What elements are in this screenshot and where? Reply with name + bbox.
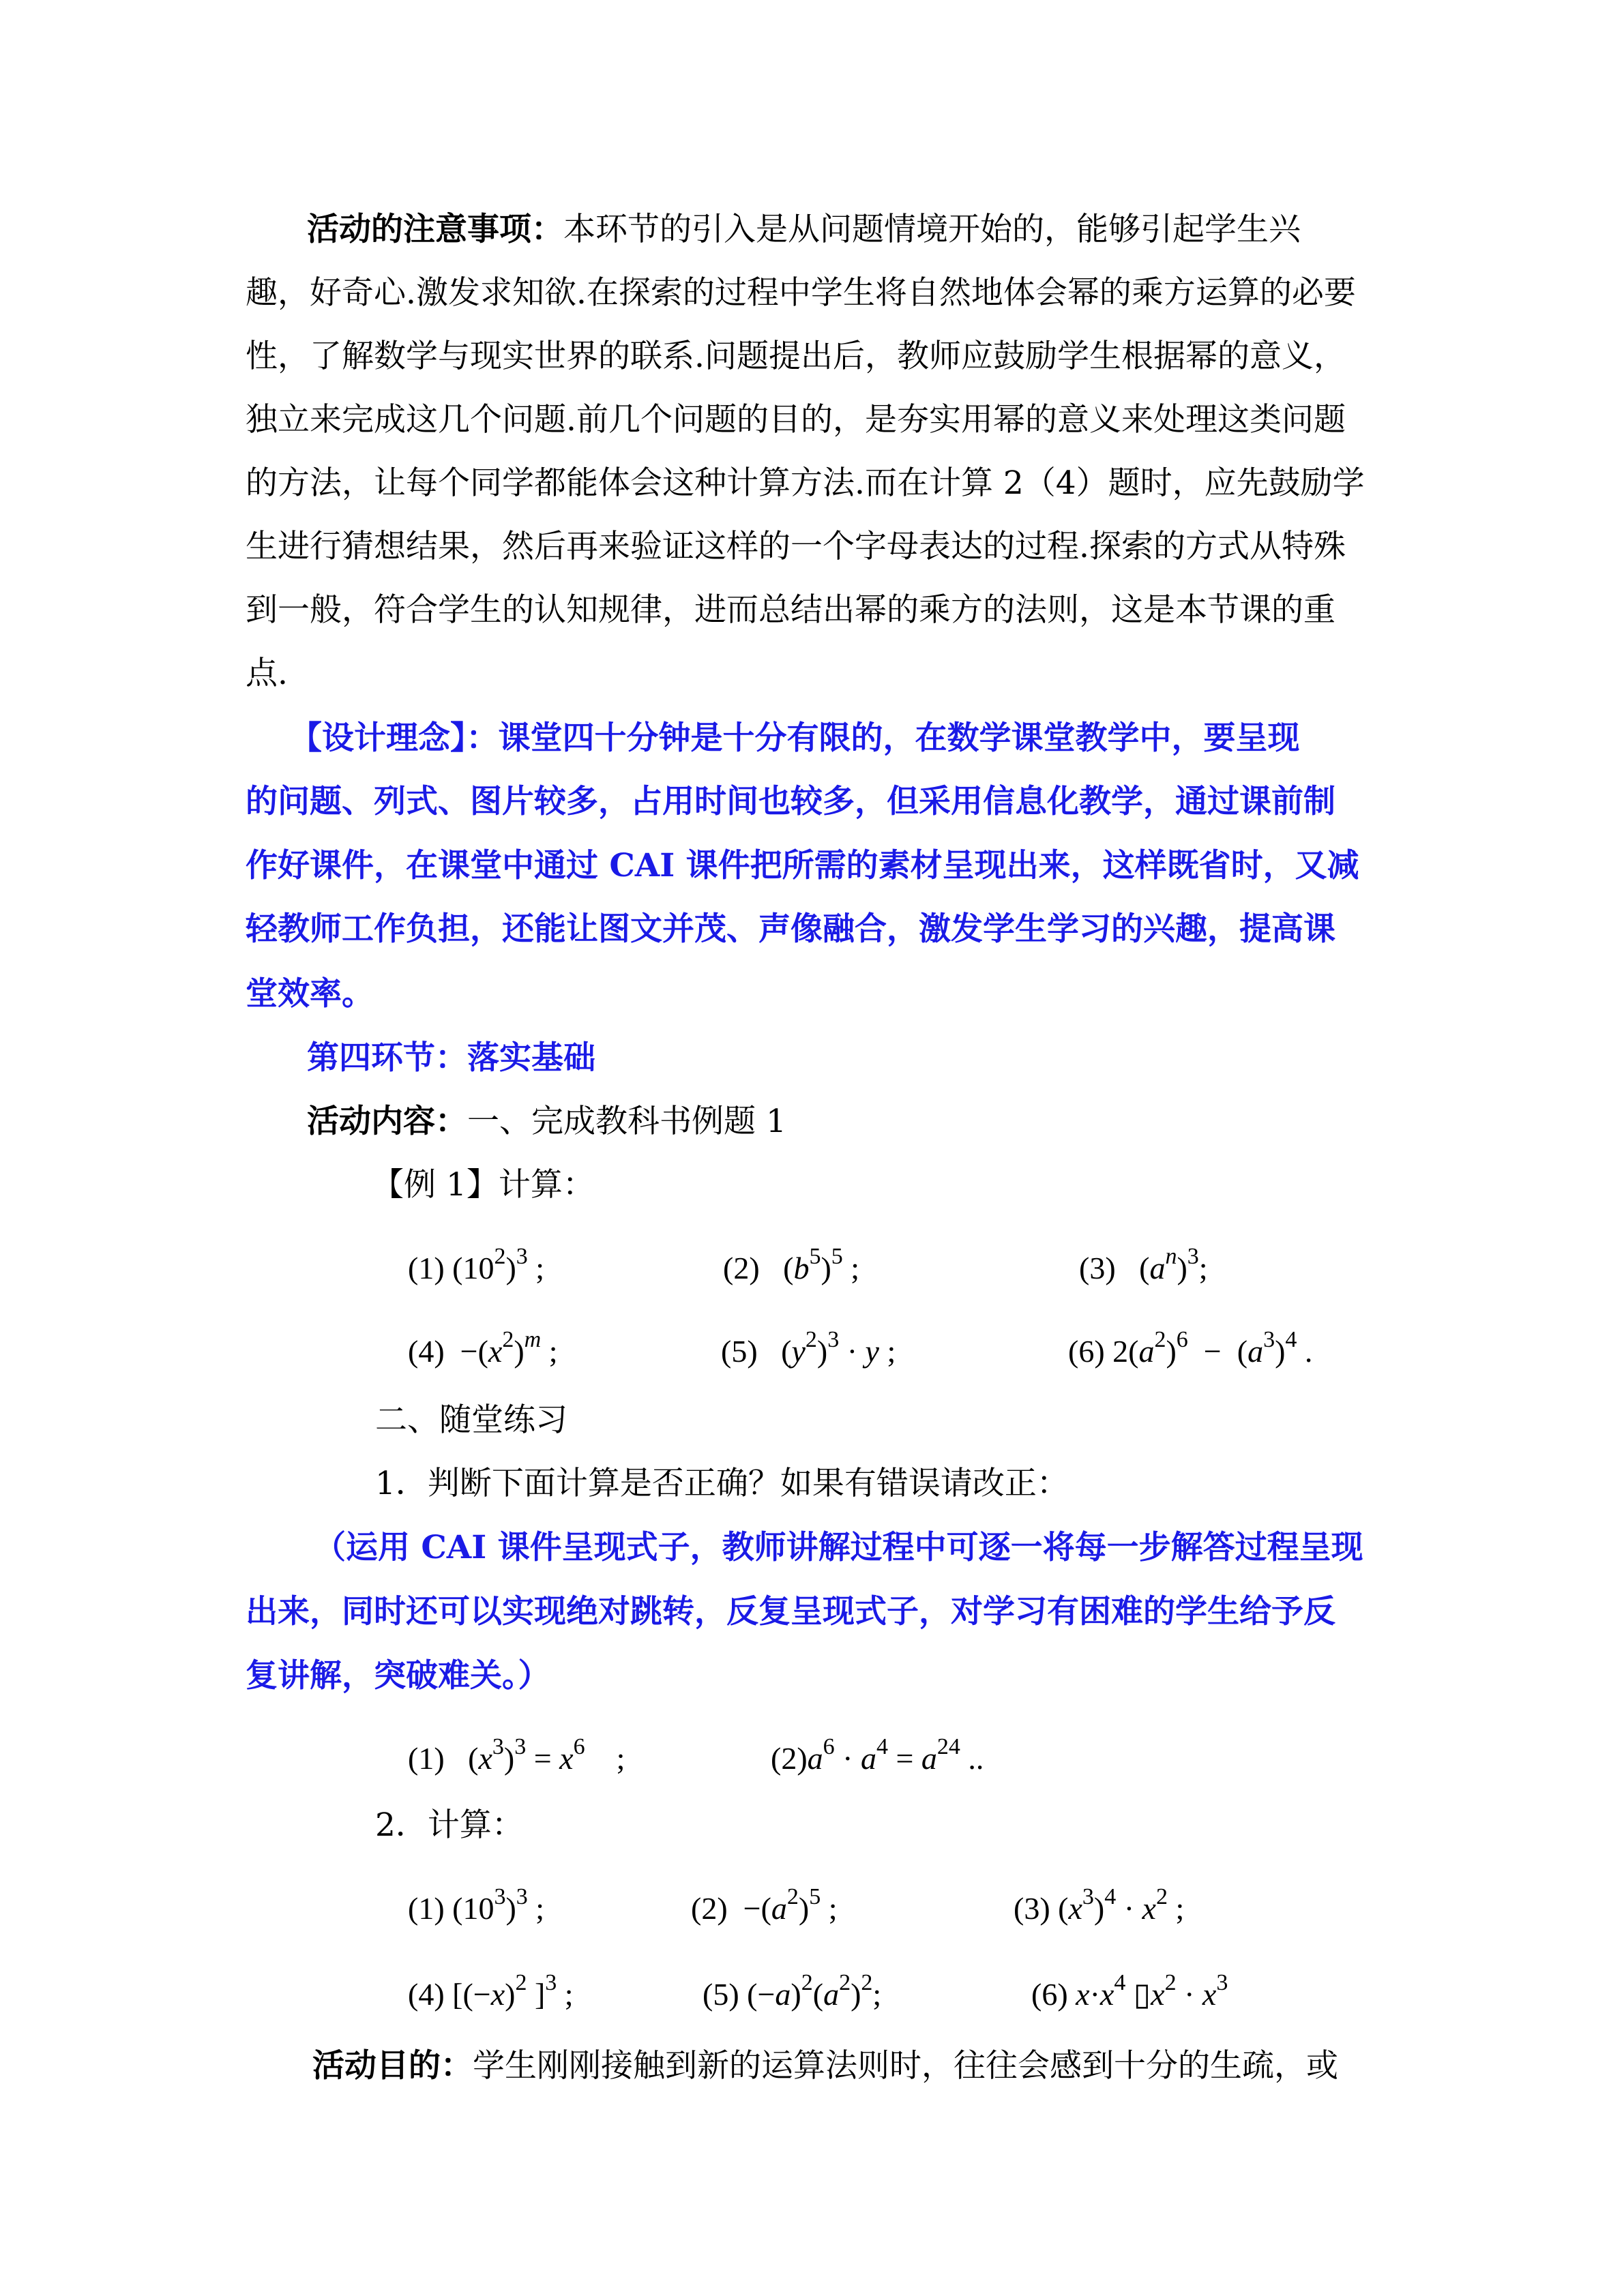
activity-text: 一、完成教科书例题 1 xyxy=(467,1103,786,1140)
example1-title: 【例 1】计算： xyxy=(372,1166,595,1204)
ex1-item-4: $(4) -(x^2)^m$ ; xyxy=(408,1326,558,1369)
para1-line-4: 独立来完成这几个问题.前几个问题的目的，是夯实用幂的意义来处理这类问题 xyxy=(246,401,1346,438)
para1-line-6: 生进行猜想结果，然后再来验证这样的一个字母表达的过程.探索的方式从特殊 xyxy=(246,528,1346,565)
ex1-item-3: (3) $(a^n)^3$; xyxy=(1079,1243,1208,1285)
design-line-2: 的问题、列式、图片较多，占用时间也较多，但采用信息化教学，通过课前制 xyxy=(246,783,1335,820)
para1-line-7: 到一般，符合学生的认知规律，进而总结出幂的乘方的法则，这是本节课的重 xyxy=(246,591,1335,629)
purpose-text: 学生刚刚接触到新的运算法则时，往往会感到十分的生疏，或 xyxy=(473,2047,1338,2085)
para1-line-1 xyxy=(307,209,1439,250)
q2-item-5: (5) $(-a)^2(a^2)^2$; xyxy=(703,1969,882,2012)
ex1-item-6: (6) $2(a^2)^6 - (a^3)^4$ . xyxy=(1068,1326,1313,1369)
q2-item-6: (6) $x\cdot x^4$ $▯x^2 \cdot x^3$ xyxy=(1031,1969,1228,2012)
practice-q1: 1．判断下面计算是否正确？如果有错误请改正： xyxy=(375,1465,1069,1502)
para1-line-5: 的方法，让每个同学都能体会这种计算方法.而在计算 2（4）题时，应先鼓励学 xyxy=(246,464,1365,502)
practice-q2: 2．计算： xyxy=(375,1806,524,1844)
practice-note-2: 出来，同时还可以实现绝对跳转，反复呈现式子，对学习有困难的学生给予反 xyxy=(246,1593,1335,1630)
para1-text: 本环节的引入是从问题情境开始的，能够引起学生兴 xyxy=(563,211,1301,248)
para1-line-2: 趣，好奇心.激发求知欲.在探索的过程中学生将自然地体会幂的乘方运算的必要 xyxy=(246,274,1356,312)
ex1-item-2: (2) $(b^5)^5$ ; xyxy=(723,1243,860,1285)
ex1-item-5: (5) $(y^2)^3 \cdot y$ ; xyxy=(721,1326,896,1369)
design-line-1: 【设计理念】：课堂四十分钟是十分有限的，在数学课堂教学中，要呈现 xyxy=(290,719,1300,757)
para1-line-8: 点. xyxy=(246,655,288,692)
activity-line xyxy=(307,1101,1439,1142)
practice-note-1: （运用 CAI 课件呈现式子，教师讲解过程中可逐一将每一步解答过程呈现 xyxy=(314,1529,1363,1566)
ex1-item-1: (1) $(10^2)^3$ ; xyxy=(408,1243,545,1285)
activity-label: 活动内容： xyxy=(307,1103,467,1140)
purpose-line xyxy=(312,2046,1445,2087)
section4-title: 第四环节：落实基础 xyxy=(307,1039,595,1077)
q1-item-2: $(2)a^6 \cdot a^4 = a^{24}$ .. xyxy=(771,1733,984,1776)
design-line-5: 堂效率。 xyxy=(246,975,374,1013)
q2-item-2: $(2) -(a^2)^5$ ; xyxy=(691,1883,838,1926)
purpose-label: 活动目的： xyxy=(312,2047,473,2085)
para1-line-3: 性，了解数学与现实世界的联系.问题提出后，教师应鼓励学生根据幂的意义， xyxy=(246,338,1346,375)
design-line-3: 作好课件，在课堂中通过 CAI 课件把所需的素材呈现出来，这样既省时，又减 xyxy=(246,847,1359,884)
para1-label: 活动的注意事项： xyxy=(307,211,563,248)
q2-item-1: (1) $(10^3)^3$ ; xyxy=(408,1883,545,1926)
practice-heading: 二、随堂练习 xyxy=(375,1401,567,1439)
q2-item-4: (4) [$(-x)^2$ ]$^3$ ; xyxy=(408,1969,574,2012)
practice-note-3: 复讲解，突破难关。） xyxy=(246,1657,550,1695)
design-line-4: 轻教师工作负担，还能让图文并茂、声像融合，激发学生学习的兴趣，提高课 xyxy=(246,910,1335,948)
q1-item-1: (1) $(x^3)^3 = x^6$ ; xyxy=(408,1733,625,1776)
q2-item-3: (3) $(x^3)^4 \cdot x^2$ ; xyxy=(1014,1883,1185,1926)
